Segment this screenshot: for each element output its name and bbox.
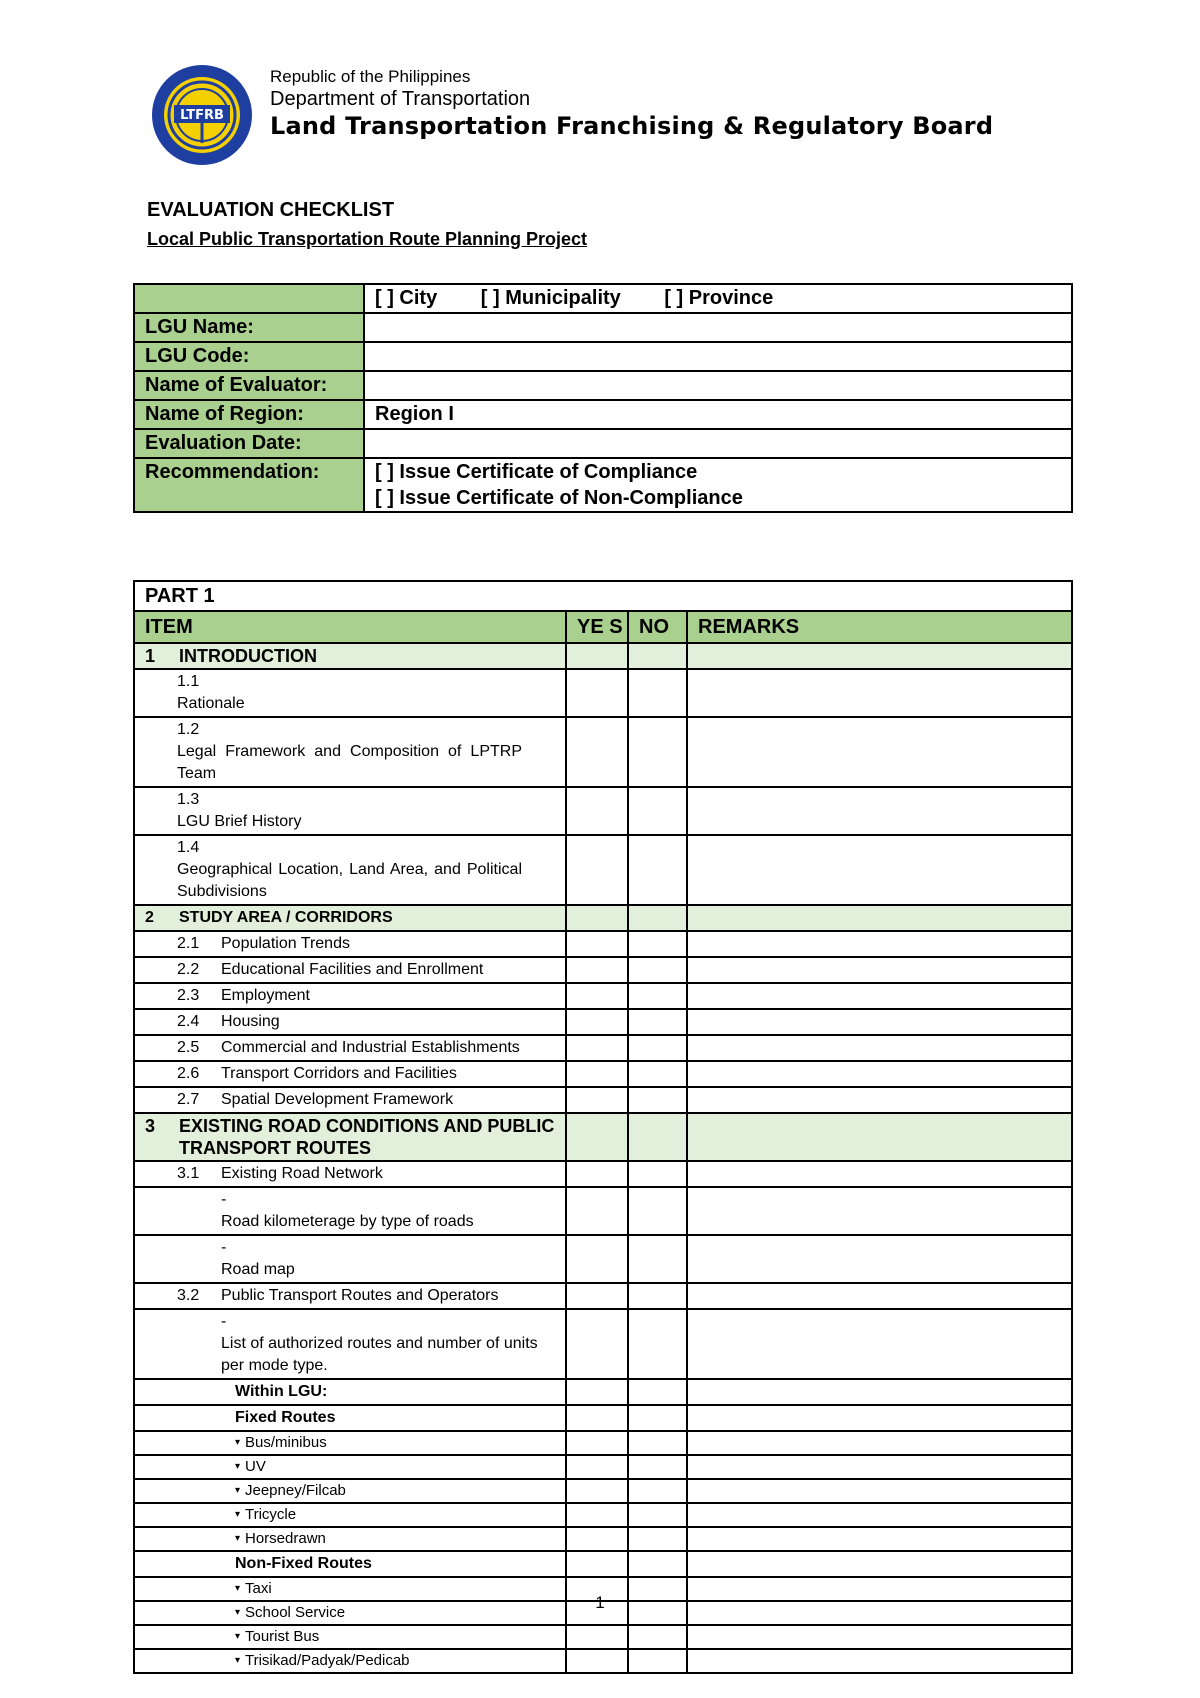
- yes-cell[interactable]: [566, 905, 628, 931]
- no-cell[interactable]: [628, 1551, 687, 1577]
- item-cell: ▾ Bus/minibus: [134, 1431, 566, 1455]
- document-subtitle: Local Public Transportation Route Planning Project: [147, 229, 588, 249]
- yes-cell[interactable]: [566, 1379, 628, 1405]
- section-title: 1 INTRODUCTION: [134, 643, 566, 669]
- remarks-cell[interactable]: [687, 1551, 1072, 1577]
- letterhead-text: [270, 67, 993, 141]
- no-cell[interactable]: [628, 1479, 687, 1503]
- yes-cell[interactable]: [566, 787, 628, 835]
- evaluation-date-field[interactable]: [364, 429, 1072, 458]
- no-cell[interactable]: [628, 835, 687, 905]
- recommendation-label: Recommendation:: [134, 458, 364, 512]
- table-row: [134, 1009, 1072, 1035]
- no-cell[interactable]: [628, 1061, 687, 1087]
- no-cell[interactable]: [628, 1527, 687, 1551]
- no-cell[interactable]: [628, 1283, 687, 1309]
- no-cell[interactable]: [628, 669, 687, 717]
- no-cell[interactable]: [628, 1431, 687, 1455]
- item-cell: 1.2Legal Framework and Composition of LPTRP Team: [134, 717, 566, 787]
- item-cell: -Road map: [134, 1235, 566, 1283]
- group-heading: Fixed Routes: [134, 1405, 566, 1431]
- yes-cell[interactable]: [566, 1235, 628, 1283]
- table-row: [134, 1087, 1072, 1113]
- region-field[interactable]: Region I: [364, 400, 1072, 429]
- table-row: [134, 1161, 1072, 1187]
- lgu-info-table: [133, 283, 1073, 513]
- bullet-icon: ▾: [235, 1631, 241, 1642]
- remarks-cell[interactable]: [687, 957, 1072, 983]
- remarks-cell[interactable]: [687, 717, 1072, 787]
- yes-cell[interactable]: [566, 835, 628, 905]
- info-row: [134, 342, 1072, 371]
- evaluator-label: Name of Evaluator:: [134, 371, 364, 400]
- item-cell: ▾ Tricycle: [134, 1503, 566, 1527]
- no-cell[interactable]: [628, 957, 687, 983]
- lgu-type-label-cell: [134, 284, 364, 313]
- item-cell: 3.2 Public Transport Routes and Operators: [134, 1283, 566, 1309]
- remarks-cell[interactable]: [687, 1283, 1072, 1309]
- remarks-cell[interactable]: [687, 1527, 1072, 1551]
- city-checkbox[interactable]: [ ] City: [375, 287, 438, 309]
- yes-cell[interactable]: [566, 1087, 628, 1113]
- remarks-cell[interactable]: [687, 787, 1072, 835]
- remarks-cell[interactable]: [687, 1113, 1072, 1161]
- lgu-type-options[interactable]: [364, 284, 1072, 313]
- remarks-cell[interactable]: [687, 983, 1072, 1009]
- bullet-icon: ▾: [235, 1437, 241, 1448]
- evaluation-date-label: Evaluation Date:: [134, 429, 364, 458]
- no-cell[interactable]: [628, 983, 687, 1009]
- bullet-icon: ▾: [235, 1583, 241, 1594]
- yes-cell[interactable]: [566, 1649, 628, 1673]
- recommendation-row: [134, 458, 1072, 512]
- yes-cell[interactable]: [566, 983, 628, 1009]
- table-row: [134, 1379, 1072, 1405]
- yes-cell[interactable]: [566, 669, 628, 717]
- evaluator-field[interactable]: [364, 371, 1072, 400]
- table-row: [134, 1527, 1072, 1551]
- item-cell: ▾ School Service: [134, 1601, 566, 1625]
- section-row: [134, 1113, 1072, 1161]
- page-number: 1: [595, 1593, 605, 1612]
- group-heading: Within LGU:: [134, 1379, 566, 1405]
- lgu-name-field[interactable]: [364, 313, 1072, 342]
- no-cell[interactable]: [628, 905, 687, 931]
- remarks-cell[interactable]: [687, 1431, 1072, 1455]
- table-row: [134, 1649, 1072, 1673]
- yes-cell[interactable]: [566, 1503, 628, 1527]
- no-cell[interactable]: [628, 1113, 687, 1161]
- table-row: [134, 1235, 1072, 1283]
- table-row: [134, 1405, 1072, 1431]
- yes-cell[interactable]: [566, 1061, 628, 1087]
- section-title: 3 EXISTING ROAD CONDITIONS AND PUBLIC TRANSPORT ROUTES: [134, 1113, 566, 1161]
- remarks-cell[interactable]: [687, 1625, 1072, 1649]
- no-cell[interactable]: [628, 717, 687, 787]
- remarks-cell[interactable]: [687, 1161, 1072, 1187]
- province-checkbox[interactable]: [ ] Province: [664, 287, 774, 309]
- remarks-cell[interactable]: [687, 1503, 1072, 1527]
- no-cell[interactable]: [628, 1161, 687, 1187]
- table-row: [134, 1551, 1072, 1577]
- item-cell: 2.1 Population Trends: [134, 931, 566, 957]
- recommendation-options: [364, 458, 1072, 512]
- yes-cell[interactable]: [566, 1009, 628, 1035]
- checklist-table: [133, 580, 1073, 1674]
- bullet-icon: ▾: [235, 1533, 241, 1544]
- remarks-cell[interactable]: [687, 1309, 1072, 1379]
- region-label: Name of Region:: [134, 400, 364, 429]
- table-row: [134, 1283, 1072, 1309]
- section-row: [134, 643, 1072, 669]
- bullet-icon: ▾: [235, 1461, 241, 1472]
- no-cell[interactable]: [628, 1009, 687, 1035]
- item-column-header: ITEM: [134, 611, 566, 643]
- info-row: [134, 429, 1072, 458]
- letterhead: [150, 55, 1050, 165]
- item-cell: 2.5 Commercial and Industrial Establishments: [134, 1035, 566, 1061]
- info-row: [134, 400, 1072, 429]
- yes-cell[interactable]: [566, 643, 628, 669]
- item-cell: 2.4 Housing: [134, 1009, 566, 1035]
- no-cell[interactable]: [628, 1035, 687, 1061]
- yes-cell[interactable]: [566, 1551, 628, 1577]
- table-row: [134, 1061, 1072, 1087]
- yes-cell[interactable]: [566, 957, 628, 983]
- item-cell: ▾ Jeepney/Filcab: [134, 1479, 566, 1503]
- table-row: [134, 1479, 1072, 1503]
- svg-text:LTFRB: LTFRB: [180, 108, 224, 123]
- group-heading: Non-Fixed Routes: [134, 1551, 566, 1577]
- remarks-cell[interactable]: [687, 1379, 1072, 1405]
- table-row: [134, 1309, 1072, 1379]
- table-row: [134, 1625, 1072, 1649]
- item-cell: 2.7 Spatial Development Framework: [134, 1087, 566, 1113]
- ltfrb-seal-logo: [150, 63, 254, 167]
- yes-cell[interactable]: [566, 1309, 628, 1379]
- table-row: [134, 1455, 1072, 1479]
- yes-cell[interactable]: [566, 1431, 628, 1455]
- item-cell: -List of authorized routes and number of units per mode type.: [134, 1309, 566, 1379]
- remarks-cell[interactable]: [687, 931, 1072, 957]
- no-cell[interactable]: [628, 1379, 687, 1405]
- item-cell: 1.3LGU Brief History: [134, 787, 566, 835]
- table-row: [134, 983, 1072, 1009]
- section-title: 2 STUDY AREA / CORRIDORS: [134, 905, 566, 931]
- item-cell: ▾ Horsedrawn: [134, 1527, 566, 1551]
- item-cell: ▾ Tourist Bus: [134, 1625, 566, 1649]
- lgu-type-row: [134, 284, 1072, 313]
- yes-cell[interactable]: [566, 1113, 628, 1161]
- department-line: Department of Transportation: [270, 88, 531, 110]
- no-cell[interactable]: [628, 1087, 687, 1113]
- remarks-cell[interactable]: [687, 1455, 1072, 1479]
- remarks-cell[interactable]: [687, 1235, 1072, 1283]
- column-header-row: [134, 611, 1072, 643]
- yes-cell[interactable]: [566, 931, 628, 957]
- remarks-cell[interactable]: [687, 1405, 1072, 1431]
- yes-column-header: YE S: [566, 611, 628, 643]
- lgu-name-label: LGU Name:: [134, 313, 364, 342]
- part-row: [134, 581, 1072, 611]
- bullet-icon: ▾: [235, 1509, 241, 1520]
- table-row: [134, 669, 1072, 717]
- remarks-cell[interactable]: [687, 669, 1072, 717]
- document-title: EVALUATION CHECKLIST: [147, 199, 395, 221]
- yes-cell[interactable]: [566, 717, 628, 787]
- no-cell[interactable]: [628, 1625, 687, 1649]
- remarks-cell[interactable]: [687, 1087, 1072, 1113]
- remarks-cell[interactable]: [687, 905, 1072, 931]
- no-cell[interactable]: [628, 643, 687, 669]
- remarks-cell[interactable]: [687, 1009, 1072, 1035]
- yes-cell[interactable]: [566, 1161, 628, 1187]
- table-row: [134, 1503, 1072, 1527]
- table-row: [134, 931, 1072, 957]
- table-row: [134, 835, 1072, 905]
- remarks-cell[interactable]: [687, 1649, 1072, 1673]
- municipality-checkbox[interactable]: [ ] Municipality: [480, 287, 621, 309]
- item-cell: 2.6 Transport Corridors and Facilities: [134, 1061, 566, 1087]
- no-cell[interactable]: [628, 1455, 687, 1479]
- agency-line: Land Transportation Franchising & Regulatory Board: [270, 112, 994, 140]
- yes-cell[interactable]: [566, 1625, 628, 1649]
- no-cell[interactable]: [628, 1235, 687, 1283]
- remarks-cell[interactable]: [687, 835, 1072, 905]
- no-cell[interactable]: [628, 1649, 687, 1673]
- no-cell[interactable]: [628, 1187, 687, 1235]
- item-cell: 1.4Geographical Location, Land Area, and Political Subdivisions: [134, 835, 566, 905]
- item-cell: ▾ UV: [134, 1455, 566, 1479]
- item-cell: -Road kilometerage by type of roads: [134, 1187, 566, 1235]
- yes-cell[interactable]: [566, 1479, 628, 1503]
- remarks-cell[interactable]: [687, 1061, 1072, 1087]
- no-cell[interactable]: [628, 1503, 687, 1527]
- table-row: [134, 1187, 1072, 1235]
- section-row: [134, 905, 1072, 931]
- remarks-cell[interactable]: [687, 1479, 1072, 1503]
- yes-cell[interactable]: [566, 1283, 628, 1309]
- bullet-icon: ▾: [235, 1655, 241, 1666]
- no-cell[interactable]: [628, 787, 687, 835]
- item-cell: 3.1 Existing Road Network: [134, 1161, 566, 1187]
- remarks-cell[interactable]: [687, 1187, 1072, 1235]
- lgu-code-label: LGU Code:: [134, 342, 364, 371]
- item-cell: ▾ Trisikad/Padyak/Pedicab: [134, 1649, 566, 1673]
- table-row: [134, 1035, 1072, 1061]
- info-row: [134, 313, 1072, 342]
- yes-cell[interactable]: [566, 1187, 628, 1235]
- item-cell: ▾ Taxi: [134, 1577, 566, 1601]
- table-row: [134, 787, 1072, 835]
- remarks-cell[interactable]: [687, 1035, 1072, 1061]
- yes-cell[interactable]: [566, 1455, 628, 1479]
- bullet-icon: ▾: [235, 1485, 241, 1496]
- no-column-header: NO: [628, 611, 687, 643]
- no-cell[interactable]: [628, 931, 687, 957]
- lgu-code-field[interactable]: [364, 342, 1072, 371]
- non-compliance-checkbox[interactable]: [ ] Issue Certificate of Non-Compliance: [375, 487, 743, 509]
- yes-cell[interactable]: [566, 1035, 628, 1061]
- remarks-cell[interactable]: [687, 643, 1072, 669]
- bullet-icon: ▾: [235, 1607, 241, 1618]
- no-cell[interactable]: [628, 1309, 687, 1379]
- republic-line: Republic of the Philippines: [270, 67, 471, 86]
- item-cell: 2.3 Employment: [134, 983, 566, 1009]
- item-cell: 1.1Rationale: [134, 669, 566, 717]
- yes-cell[interactable]: [566, 1527, 628, 1551]
- item-cell: 2.2 Educational Facilities and Enrollment: [134, 957, 566, 983]
- compliance-checkbox[interactable]: [ ] Issue Certificate of Compliance: [375, 461, 698, 483]
- table-row: [134, 1431, 1072, 1455]
- remarks-column-header: REMARKS: [687, 611, 1072, 643]
- no-cell[interactable]: [628, 1405, 687, 1431]
- table-row: [134, 717, 1072, 787]
- info-row: [134, 371, 1072, 400]
- table-row: [134, 957, 1072, 983]
- part-title: PART 1: [134, 581, 1072, 611]
- yes-cell[interactable]: [566, 1405, 628, 1431]
